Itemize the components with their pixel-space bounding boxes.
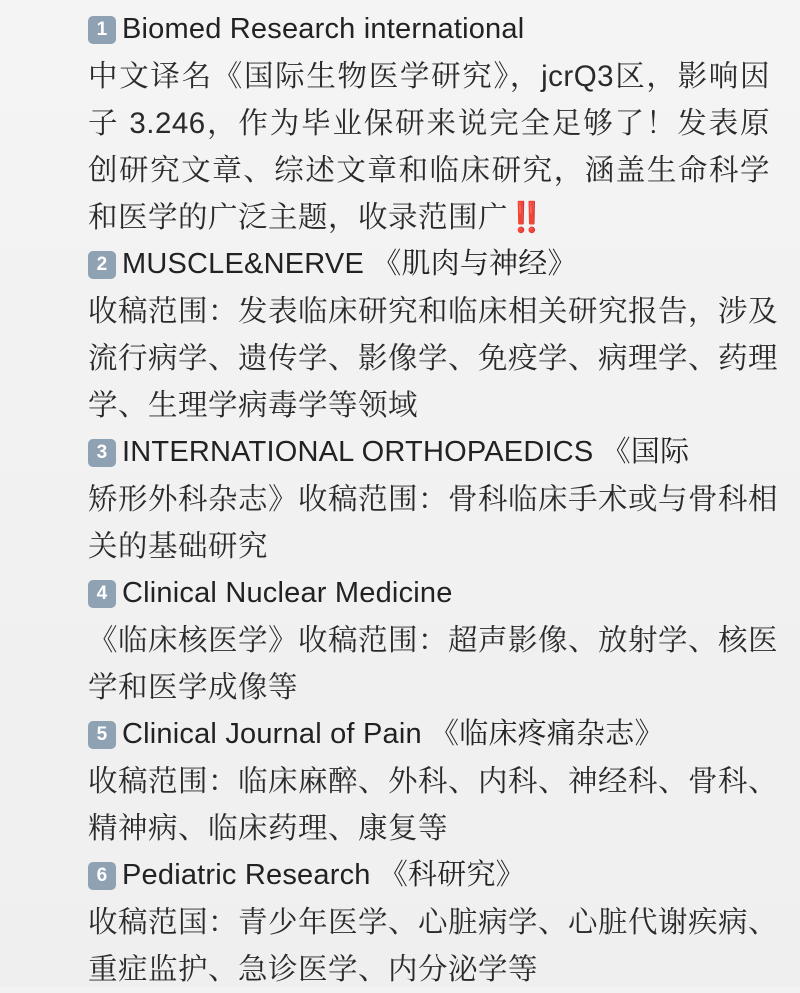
journal-description: 收稿范围：临床麻醉、外科、内科、神经科、骨科、精神病、临床药理、康复等 bbox=[88, 765, 779, 845]
journal-title-line bbox=[88, 241, 778, 288]
journal-description bbox=[88, 53, 770, 241]
journal-title-line bbox=[88, 570, 778, 617]
journal-entry bbox=[88, 6, 778, 241]
journal-title: Clinical Journal of Pain 《临床疼痛杂志》 bbox=[122, 718, 664, 750]
journal-title-line bbox=[88, 429, 778, 476]
entry-number-badge: 2 bbox=[88, 251, 116, 279]
journal-title-line bbox=[88, 852, 778, 899]
journal-entry bbox=[88, 852, 778, 993]
journal-entry bbox=[88, 570, 778, 711]
journal-title-line bbox=[88, 6, 778, 53]
journal-description: 收稿范围：发表临床研究和临床相关研究报告，涉及流行病学、遗传学、影像学、免疫学、病理学、药理学、生理学病毒学等领域 bbox=[88, 295, 779, 422]
entry-number-badge: 3 bbox=[88, 439, 116, 467]
entry-number-badge: 4 bbox=[88, 580, 116, 608]
journal-title: Biomed Research international bbox=[122, 13, 525, 45]
journal-description: 收稿范国：青少年医学、心脏病学、心脏代谢疾病、重症监护、急诊医学、内分泌学等 bbox=[88, 906, 779, 986]
entry-number-badge: 6 bbox=[88, 862, 116, 890]
entry-number-badge: 5 bbox=[88, 721, 116, 749]
journal-description-text: 中文译名《国际生物医学研究》，jcrQ3区，影响因子 3.246，作为毕业保研来说完全足够了！发表原创研究文章、综述文章和临床研究，涵盖生命科学和医学的广泛主题，收录范围广 bbox=[88, 60, 770, 234]
journal-title: MUSCLE&NERVE 《肌肉与神经》 bbox=[122, 248, 577, 280]
journal-description: 矫形外科杂志》收稿范围：骨科临床手术或与骨科相关的基础研究 bbox=[88, 483, 779, 563]
journal-title: INTERNATIONAL ORTHOPAEDICS 《国际 bbox=[122, 436, 690, 468]
journal-description: 《临床核医学》收稿范围：超声影像、放射学、核医学和医学成像等 bbox=[88, 624, 779, 704]
journal-entry bbox=[88, 241, 778, 429]
entry-number-badge: 1 bbox=[88, 16, 116, 44]
journal-title: Clinical Nuclear Medicine bbox=[122, 577, 453, 609]
journal-entry bbox=[88, 711, 778, 852]
journal-title-line bbox=[88, 711, 778, 758]
double-exclamation-icon: ‼️ bbox=[508, 201, 544, 234]
journal-entry bbox=[88, 429, 778, 570]
journal-title: Pediatric Research 《科研究》 bbox=[122, 859, 525, 891]
